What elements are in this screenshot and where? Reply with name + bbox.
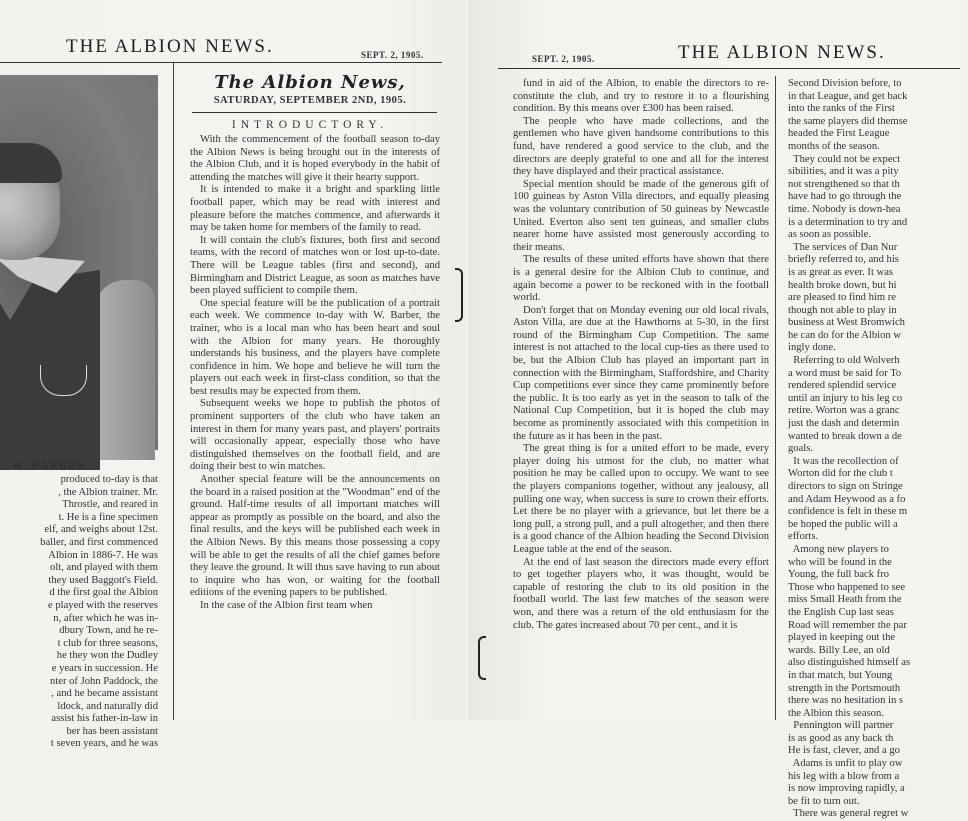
text-line: as soon as possible. (788, 229, 871, 241)
paper-title: The Albion News, (214, 72, 406, 93)
text-line: in that match, but Young (788, 669, 893, 681)
text-line: t club for three seasons, (57, 637, 158, 649)
text-line: time. Nobody is down-hea (788, 203, 901, 215)
text-line: dbury Town, and he re- (59, 625, 158, 637)
text-line: be hoped the public will a (788, 518, 898, 530)
text-line: Pennington will partner (788, 720, 894, 732)
text-line: , and he became assistant (51, 688, 158, 700)
text-line: into the ranks of the First (788, 103, 895, 115)
date-left: SEPT. 2, 1905. (361, 50, 424, 60)
header-rule-left (0, 62, 442, 63)
text-line: in that League, and get back (788, 90, 908, 102)
paragraph: With the commencement of the football season to-day the Albion News is being brought out in the interests of the Albion Club, and it is hoped everybody in the habit of attending the matches will give it their hearty support. (190, 134, 440, 183)
text-line: a word must be said for To (788, 367, 902, 379)
text-line: Second Division before, to (788, 78, 902, 89)
masthead-left: THE ALBION NEWS. (66, 36, 274, 57)
text-line: directors to sign on Stringe (788, 481, 903, 492)
paragraph: It will contain the club's fixtures, both first and second teams, with the record of matches won or lost up-to-date. There will be League tables (first and second), and Birmingham and District League, as soon as matches have been played sufficient to compile them. (190, 234, 440, 297)
title-rule (192, 112, 437, 113)
text-line: retire. Worton was a granc (788, 405, 900, 417)
text-line: Among new players to (788, 543, 889, 555)
text-line: business at West Bromwich (788, 317, 905, 329)
text-line: ldock, and naturally did (57, 700, 158, 712)
text-line: though not able to play in (788, 304, 897, 316)
text-line: he can do for the Albion w (788, 329, 901, 341)
right-page (470, 0, 960, 820)
text-line: Albion in 1886-7. He was (48, 549, 158, 561)
paragraph: In the case of the Albion first team when (200, 599, 373, 611)
text-line: ber has been assistant (66, 725, 158, 737)
text-line: miss Small Heath from the (788, 594, 902, 606)
text-line: not strengthened so that th (788, 178, 900, 190)
text-line: he they won the Dudley (56, 650, 158, 662)
text-line: nter of John Paddock, the (50, 675, 158, 687)
text-line: rendered splendid service (788, 380, 897, 392)
text-line: Young, the full back fro (788, 569, 890, 581)
text-line: efforts. (788, 531, 819, 543)
text-line: The services of Dan Nur (788, 241, 898, 253)
text-line: Referring to old Wolverh (788, 355, 900, 367)
text-line: goals. (788, 443, 814, 455)
text-line: wards. Billy Lee, an old (788, 644, 890, 656)
text-line: olt, and played with them (50, 562, 158, 574)
text-line: Adams is unfit to play ow (788, 758, 903, 770)
section-heading-introductory: INTRODUCTORY. (231, 119, 389, 131)
right-column-2-article (788, 78, 968, 821)
text-line: briefly referred to, and his (788, 254, 899, 266)
introductory-article (190, 134, 440, 613)
text-line: are pleased to find him re (788, 292, 896, 304)
date-right: SEPT. 2, 1905. (532, 54, 595, 64)
paragraph: The results of these united efforts have shown that there is a general desire for the Albion Club to continue, and again become a power to be reckoned with in the football world. (513, 254, 769, 304)
text-line: There was general regret w (788, 808, 909, 820)
paragraph: Don't forget that on Monday evening our old local rivals, Aston Villa, are due at the Hawthorns at 5-30, in the first round of the Birmingham Cup Competition. The same interest is not attached to the local cup-ties as there used to be, but the Albion Club has played an important part in connection with the Birmingham, Staffordshire, and Charity Cup competitions ever since they came prominently before the public. It is too early as yet in the season to talk of the National Cup Competition, but it is hoped the club may become as prominently associated with this competition in the future as it has been in the past. (513, 304, 769, 442)
portrait-biography-column (0, 474, 158, 751)
text-line: and Adam Heywood as a fo (788, 493, 906, 505)
text-line: d the first goal the Albion (49, 587, 158, 599)
text-line: months of the season. (788, 140, 880, 152)
text-line: until an injury to his leg co (788, 392, 903, 404)
text-line: the same players did themse (788, 115, 908, 127)
text-line: Those who happened to see (788, 581, 906, 593)
left-page (0, 0, 470, 750)
paragraph: The great thing is for a united effort to be made, every player doing his utmost for the club, no matter what position he may be called upon to occupy. We want to see the players companions together, without any jealousy, all pulling one way, when success is sure to crown their efforts. Let there be no player with a grievance, but let there be a long pull, a strong pull, and a pull altogether, and then there is a good chance of the Albion heading the Second Division League table at the end of the season. (513, 443, 769, 555)
text-line: Worton did for the club t (788, 468, 893, 480)
text-line: just the dash and determin (788, 418, 900, 430)
text-line: baller, and first commenced (40, 536, 158, 548)
paragraph: The people who have made collections, and the gentlemen who have given handsome contributions to this fund, have rendered a good service to the club, and the directors are deeply grateful to one and all for the interest they have displayed and their practical assistance. (513, 115, 769, 178)
text-line: strength in the Portsmouth (788, 682, 901, 694)
text-line: elf, and weighs about 12st. (44, 524, 158, 536)
paragraph: At the end of last season the directors made every effort to get together players who, it was thought, would be capable of restoring the club to its old position in the football world. The last few matches of the season were won, and there was a return of the old enthusiasm for the club. The gates increased about 70 per cent., and it is (513, 556, 769, 631)
text-line: Throstle, and reared in (62, 499, 158, 511)
text-line: is a determination to try and (788, 216, 908, 228)
paragraph: Subsequent weeks we hope to publish the photos of prominent supporters of the club who have taken an interest in them for many years past, and players' portraits will occasionally appear, especially those who have distinguished themselves on the football field, and are doing their best to win matches. (190, 398, 440, 473)
column-divider-left (173, 62, 174, 720)
text-line: headed the First League (788, 128, 890, 140)
portrait-caption: W. BARBER. (12, 458, 90, 472)
text-line: t seven years, and he was (50, 738, 158, 750)
right-column-1-article (513, 78, 769, 632)
text-line: sibilities, and it was a pity (788, 166, 899, 178)
text-line: health broke down, but hi (788, 279, 897, 291)
text-line: the Albion this season. (788, 707, 884, 719)
text-line: produced to-day is that (60, 474, 158, 485)
text-line: there was no hesitation in s (788, 695, 904, 707)
text-line: also distinguished himself as (788, 657, 911, 669)
paper-title-block (175, 72, 445, 106)
text-line: e played with the reserves (47, 599, 158, 611)
text-line: ingly done. (788, 342, 836, 354)
text-line: played in keeping out the (788, 632, 896, 644)
text-line: It was the recollection of (788, 455, 899, 467)
text-line: is as great as ever. It was (788, 266, 894, 278)
paragraph: One special feature will be the publication of a portrait each week. We commence to-day with W. Barber, the trainer, who is a local man who has been heart and soul with the Albion for many years. He thoroughly understands his business, and the players have complete confidence in him. We hope and believe he will turn the players out each week in first-class condition, so that the best results may be expected from them. (190, 297, 440, 397)
paragraph: Another special feature will be the announcements on the board in a raised position at the "Woodman" end of the ground. Half-time results of all important matches will appear as promptly as possible on the board, and also the final results, and the keys will be published each week in the Albion News. By this means those possessing a copy will be able to get the results of all the chief games before they leave the ground. It will thus save having to run about to inquire who has won, or waiting for the football editions of the evening papers to be published. (190, 474, 440, 599)
paragraph: Special mention should be made of the generous gift of 100 guineas by Aston Villa directors, and equally pleasing was the voluntary contribution of 50 guineas by Newcastle United. Everton also sent ten guineas, and smaller clubs nearer home have assisted most generously according to their means. (513, 178, 769, 253)
text-line: wanted to break down a de (788, 430, 902, 442)
paragraph: fund in aid of the Albion, to enable the directors to re-constitute the club, and try to restore it to a flourishing condition. By this means over £300 has been raised. (513, 78, 769, 115)
text-line: e years in succession. He (51, 662, 158, 674)
paper-date-line: SATURDAY, SEPTEMBER 2ND, 1905. (213, 95, 407, 106)
column-divider-right (775, 76, 776, 720)
text-line: they used Baggott's Field. (48, 574, 158, 586)
text-line: assist his father-in-law in (51, 713, 158, 725)
binding-staple-top (455, 268, 463, 322)
text-line: his leg with a blow from a (788, 770, 900, 782)
header-rule-right (498, 68, 960, 69)
text-line: , the Albion trainer. Mr. (58, 486, 158, 498)
text-line: is now improving rapidly, a (788, 783, 905, 795)
text-line: is as good as any back th (788, 732, 894, 744)
text-line: confidence is felt in these m (788, 506, 908, 518)
text-line: They could not be expect (788, 153, 901, 165)
portrait-photo-w-barber (0, 75, 158, 450)
text-line: t. He is a fine specimen (58, 511, 158, 523)
text-line: Road will remember the par (788, 619, 907, 631)
text-line: n, after which he was in- (53, 612, 158, 624)
paragraph: It is intended to make it a bright and sparkling little football paper, which may be read with interest and pleasure before the matches commence, and afterwards it may be taken home for members of the family to read. (190, 184, 440, 234)
text-line: have had to go through the (788, 191, 902, 203)
text-line: be fit to turn out. (788, 795, 860, 807)
text-line: who will be found in the (788, 556, 892, 568)
text-line: He is fast, clever, and a go (788, 745, 900, 757)
binding-staple-bottom (478, 636, 486, 680)
masthead-right: THE ALBION NEWS. (678, 42, 886, 63)
text-line: the English Cup last seas (788, 606, 894, 618)
